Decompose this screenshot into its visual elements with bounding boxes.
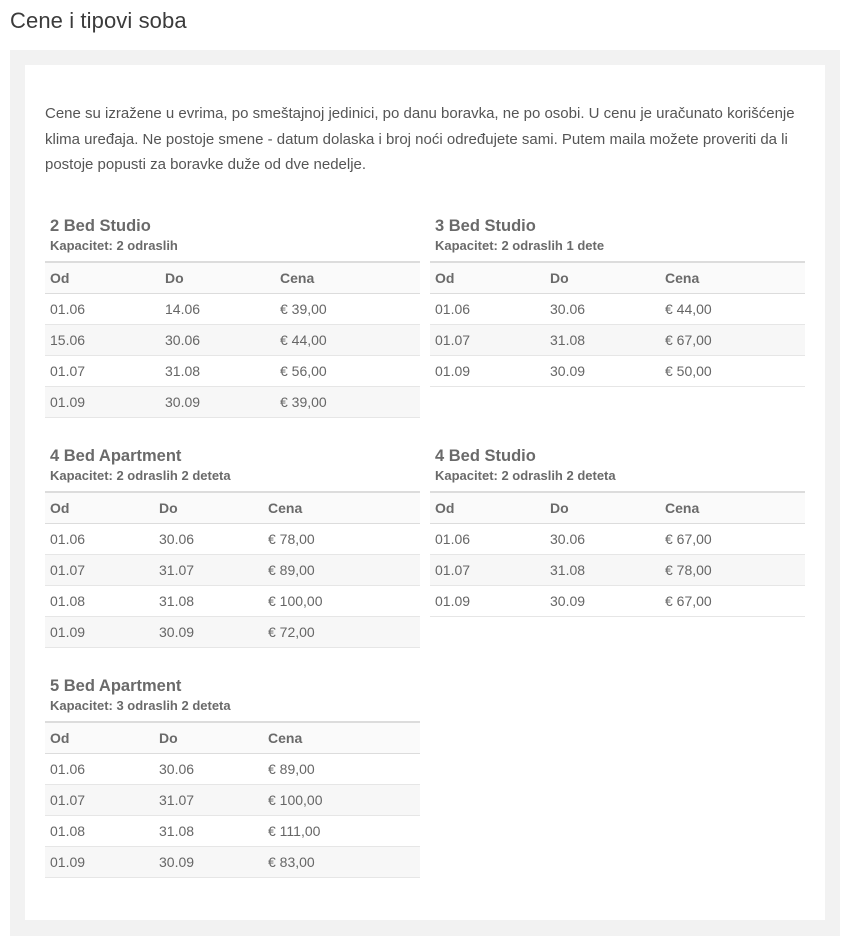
room-title: 5 Bed Apartment <box>50 677 182 695</box>
column-header-from: Od <box>45 262 160 294</box>
room-card-3-bed-studio <box>430 215 805 387</box>
cell-price: € 89,00 <box>263 754 420 785</box>
cell-to: 30.06 <box>154 524 263 555</box>
cell-from: 01.09 <box>45 847 154 878</box>
cell-price: € 111,00 <box>263 816 420 847</box>
cell-from: 01.07 <box>430 325 545 356</box>
price-table <box>45 261 420 418</box>
cell-to: 31.08 <box>160 356 275 387</box>
cell-to: 30.09 <box>154 847 263 878</box>
cell-from: 01.08 <box>45 586 154 617</box>
column-header-from: Od <box>45 492 154 524</box>
table-row <box>430 294 805 325</box>
room-card-4-bed-studio <box>430 445 805 617</box>
cell-price: € 39,00 <box>275 387 420 418</box>
cell-to: 30.09 <box>154 617 263 648</box>
cell-to: 31.08 <box>545 325 660 356</box>
cell-to: 31.07 <box>154 785 263 816</box>
cell-to: 30.09 <box>545 356 660 387</box>
cell-price: € 67,00 <box>660 524 805 555</box>
price-table <box>45 721 420 878</box>
content-panel <box>25 65 825 920</box>
column-header-price: Cena <box>263 492 420 524</box>
table-row <box>45 754 420 785</box>
column-header-to: Do <box>154 492 263 524</box>
table-header-row <box>45 262 420 294</box>
price-table <box>430 261 805 387</box>
table-row <box>45 847 420 878</box>
cell-price: € 72,00 <box>263 617 420 648</box>
cell-price: € 83,00 <box>263 847 420 878</box>
cell-from: 01.07 <box>430 555 545 586</box>
room-card-4-bed-apartment <box>45 445 420 648</box>
cell-to: 30.06 <box>545 524 660 555</box>
room-capacity: Kapacitet: 2 odraslih 2 deteta <box>50 468 231 483</box>
cell-price: € 44,00 <box>660 294 805 325</box>
table-row <box>45 387 420 418</box>
cell-from: 01.06 <box>45 524 154 555</box>
table-row <box>430 325 805 356</box>
table-row <box>45 555 420 586</box>
cell-to: 30.06 <box>160 325 275 356</box>
cell-price: € 78,00 <box>263 524 420 555</box>
column-header-price: Cena <box>263 722 420 754</box>
table-header-row <box>430 262 805 294</box>
table-row <box>45 524 420 555</box>
cell-from: 01.06 <box>430 524 545 555</box>
table-header-row <box>45 492 420 524</box>
column-header-to: Do <box>154 722 263 754</box>
cell-to: 31.08 <box>154 586 263 617</box>
table-row <box>45 617 420 648</box>
column-header-to: Do <box>545 262 660 294</box>
cell-to: 31.08 <box>545 555 660 586</box>
room-title: 3 Bed Studio <box>435 217 536 235</box>
room-title: 2 Bed Studio <box>50 217 151 235</box>
price-table <box>45 491 420 648</box>
cell-from: 01.06 <box>45 754 154 785</box>
content-frame <box>10 50 840 936</box>
cell-price: € 56,00 <box>275 356 420 387</box>
cell-to: 14.06 <box>160 294 275 325</box>
cell-from: 01.09 <box>45 387 160 418</box>
cell-from: 01.09 <box>430 356 545 387</box>
room-capacity: Kapacitet: 2 odraslih 2 deteta <box>435 468 616 483</box>
column-header-to: Do <box>160 262 275 294</box>
room-capacity: Kapacitet: 2 odraslih <box>50 238 178 253</box>
table-row <box>45 294 420 325</box>
cell-to: 30.09 <box>545 586 660 617</box>
table-header-row <box>45 722 420 754</box>
cell-price: € 67,00 <box>660 586 805 617</box>
cell-to: 31.07 <box>154 555 263 586</box>
cell-from: 15.06 <box>45 325 160 356</box>
column-header-price: Cena <box>660 262 805 294</box>
cell-price: € 100,00 <box>263 586 420 617</box>
room-card-2-bed-studio <box>45 215 420 418</box>
column-header-from: Od <box>430 262 545 294</box>
column-header-from: Od <box>45 722 154 754</box>
column-header-from: Od <box>430 492 545 524</box>
table-row <box>45 325 420 356</box>
column-header-price: Cena <box>660 492 805 524</box>
cell-from: 01.09 <box>430 586 545 617</box>
table-row <box>45 816 420 847</box>
cell-price: € 67,00 <box>660 325 805 356</box>
cell-to: 30.09 <box>160 387 275 418</box>
table-row <box>430 586 805 617</box>
table-row <box>45 356 420 387</box>
table-row <box>45 586 420 617</box>
room-capacity: Kapacitet: 2 odraslih 1 dete <box>435 238 605 253</box>
cell-to: 30.06 <box>545 294 660 325</box>
table-row <box>45 785 420 816</box>
cell-price: € 44,00 <box>275 325 420 356</box>
cell-from: 01.07 <box>45 356 160 387</box>
price-table <box>430 491 805 617</box>
cell-from: 01.06 <box>430 294 545 325</box>
cell-price: € 39,00 <box>275 294 420 325</box>
cell-to: 30.06 <box>154 754 263 785</box>
page-title: Cene i tipovi soba <box>10 8 187 33</box>
cell-from: 01.08 <box>45 816 154 847</box>
cell-from: 01.06 <box>45 294 160 325</box>
column-header-to: Do <box>545 492 660 524</box>
table-row <box>430 356 805 387</box>
room-card-5-bed-apartment <box>45 675 420 878</box>
column-header-price: Cena <box>275 262 420 294</box>
cell-from: 01.07 <box>45 555 154 586</box>
table-row <box>430 524 805 555</box>
cell-price: € 89,00 <box>263 555 420 586</box>
cell-from: 01.09 <box>45 617 154 648</box>
cell-price: € 50,00 <box>660 356 805 387</box>
table-row <box>430 555 805 586</box>
intro-text: Cene su izražene u evrima, po smeštajnoj jedinici, po danu boravka, ne po osobi. U cenu je uračunato korišćenje klima uređaja. Ne postoje smene - datum dolaska i broj noći određujete sami. Putem maila možete proveriti da li postoje popusti za boravke duže od dve nedelje. <box>45 105 795 173</box>
cell-from: 01.07 <box>45 785 154 816</box>
table-header-row <box>430 492 805 524</box>
cell-to: 31.08 <box>154 816 263 847</box>
room-title: 4 Bed Studio <box>435 447 536 465</box>
room-capacity: Kapacitet: 3 odraslih 2 deteta <box>50 698 231 713</box>
room-title: 4 Bed Apartment <box>50 447 182 465</box>
cell-price: € 100,00 <box>263 785 420 816</box>
cell-price: € 78,00 <box>660 555 805 586</box>
